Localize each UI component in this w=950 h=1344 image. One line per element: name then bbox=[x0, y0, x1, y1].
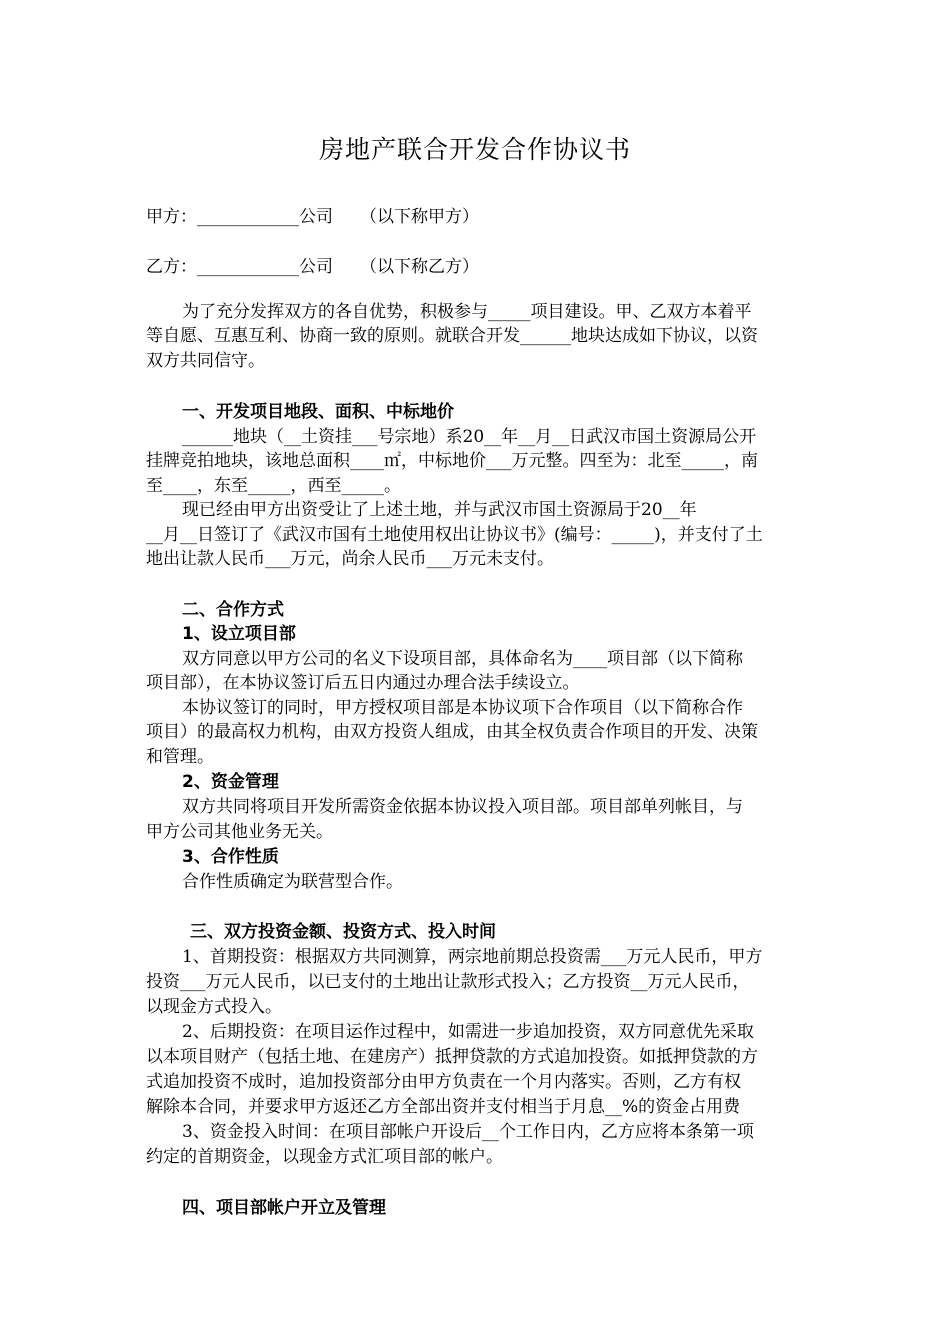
section-1-line-2: 挂牌竞拍地块，该地总面积____㎡，中标地价___万元整。四至为：北至_____，南 bbox=[146, 451, 758, 471]
intro-line-2: 等自愿、互惠互利、协商一致的原则。就联合开发______地块达成如下协议，以资 bbox=[146, 326, 758, 346]
section-2-sub-1-line-4: 项目）的最高权力机构，由双方投资人组成，由其全权负责合作项目的开发、决策 bbox=[146, 722, 758, 742]
section-3-line-9: 约定的首期资金，以现金方式汇项目部的帐户。 bbox=[146, 1147, 503, 1167]
section-3-line-6: 式追加投资不成时，追加投资部分由甲方负责在一个月内落实。否则，乙方有权 bbox=[146, 1072, 741, 1092]
section-3-line-4: 2、后期投资：在项目运作过程中，如需进一步追加投资，双方同意优先采取 bbox=[182, 1022, 754, 1042]
intro-line-1: 为了充分发挥双方的各自优势，积极参与_____项目建设。甲、乙双方本着平 bbox=[182, 302, 752, 322]
section-2-sub-1-line-5: 和管理。 bbox=[146, 747, 214, 767]
section-3-line-3: 以现金方式投入。 bbox=[146, 997, 282, 1017]
section-3-line-2: 投资___万元人民币，以已支付的土地出让款形式投入；乙方投资__万元人民币， bbox=[146, 972, 750, 992]
section-1-line-1: ______地块（__土资挂___号宗地）系20__年__月__日武汉市国土资源局公开 bbox=[182, 427, 757, 447]
section-1-line-5: __月__日签订了《武汉市国有土地使用权出让协议书》(编号：_____)，并支付了土 bbox=[146, 525, 763, 545]
section-3-line-8: 3、资金投入时间：在项目部帐户开设后__个工作日内，乙方应将本条第一项 bbox=[182, 1122, 754, 1142]
section-2-sub-2-line-2: 甲方公司其他业务无关。 bbox=[146, 822, 333, 842]
section-3-line-1: 1、首期投资：根据双方共同测算，两宗地前期总投资需___万元人民币，甲方 bbox=[182, 947, 763, 967]
section-1-line-3: 至____，东至_____，西至_____。 bbox=[146, 476, 401, 496]
section-2-sub-3-line-1: 合作性质确定为联营型合作。 bbox=[182, 872, 403, 892]
section-1-heading: 一、开发项目地段、面积、中标地价 bbox=[182, 402, 454, 422]
section-3-line-5: 以本项目财产（包括土地、在建房产）抵押贷款的方式追加投资。如抵押贷款的方 bbox=[146, 1047, 758, 1067]
intro-line-3: 双方共同信守。 bbox=[146, 351, 265, 371]
section-2-sub-3: 3、合作性质 bbox=[182, 847, 279, 867]
party-b-line: 乙方：____________公司 （以下称乙方） bbox=[146, 257, 480, 277]
section-1-line-6: 地出让款人民币___万元，尚余人民币___万元未支付。 bbox=[146, 549, 554, 569]
section-2-sub-2-line-1: 双方共同将项目开发所需资金依据本协议投入项目部。项目部单列帐目，与 bbox=[182, 797, 743, 817]
section-3-line-7: 解除本合同，并要求甲方返还乙方全部出资并支付相当于月息__%的资金占用费 bbox=[146, 1097, 741, 1117]
section-2-sub-1-line-2: 项目部），在本协议签订后五日内通过办理合法手续设立。 bbox=[146, 673, 580, 693]
section-2-sub-2: 2、资金管理 bbox=[182, 772, 279, 792]
section-2-sub-1-line-1: 双方同意以甲方公司的名义下设项目部，具体命名为____项目部（以下简称 bbox=[182, 649, 743, 669]
section-2-heading: 二、合作方式 bbox=[182, 600, 284, 620]
party-a-line: 甲方：____________公司 （以下称甲方） bbox=[146, 207, 480, 227]
document-title: 房地产联合开发合作协议书 bbox=[318, 135, 631, 164]
section-2-sub-1-line-3: 本协议签订的同时，甲方授权项目部是本协议项下合作项目（以下简称合作 bbox=[182, 698, 743, 718]
section-1-line-4: 现已经由甲方出资受让了上述土地，并与武汉市国土资源局于20__年 bbox=[182, 500, 697, 520]
section-3-heading: 三、双方投资金额、投资方式、投入时间 bbox=[190, 922, 496, 942]
section-2-sub-1: 1、设立项目部 bbox=[182, 624, 296, 644]
section-4-heading: 四、项目部帐户开立及管理 bbox=[182, 1198, 386, 1218]
